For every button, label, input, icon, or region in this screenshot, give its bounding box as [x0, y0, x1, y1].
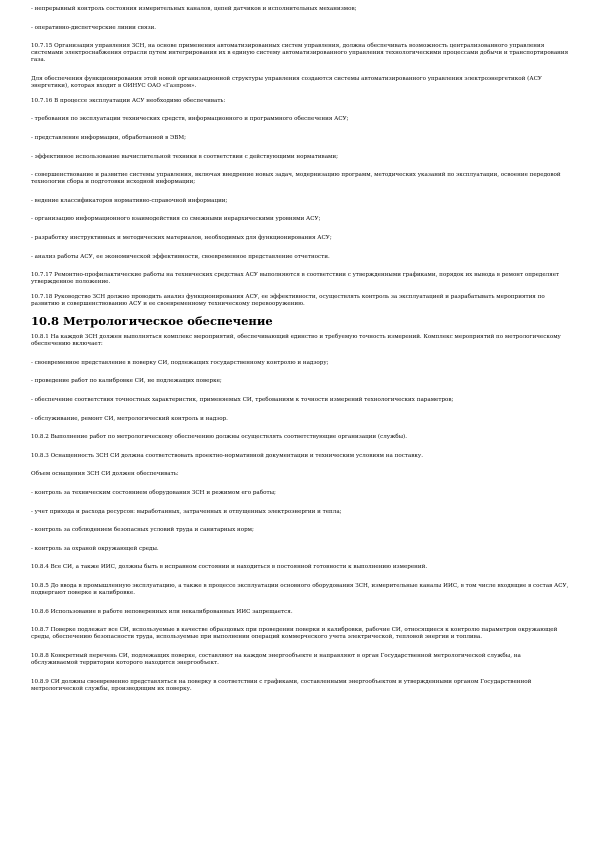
paragraph: - обеспечение соответствия точностных характеристик, применяемых СИ, требованиям к точности измерений технологических параметров; [31, 397, 454, 404]
paragraph: 10.8.5 До ввода в промышленную эксплуатацию, а также в процессе эксплуатации основного оборудования ЗСН, измерительные каналы ИИС, в том числе входящие в состав АСУ, подвергают поверке и калибровке. [31, 582, 569, 597]
paragraph: - учет прихода и расхода ресурсов: выработанных, затраченных и отпущенных электроэнергии и тепла; [31, 508, 342, 515]
paragraph: 10.8.6 Использование в работе неповеренных или некалиброванных ИИС запрещается. [31, 608, 293, 615]
paragraph: 10.7.15 Организация управления ЗСН, на основе применения автоматизированных систем управления, должна обеспечивать возможность централизованного управления системами электроснабжения отрасли путем интегрирования их в единую систему автоматизированного управления технологическими процессами добычи и транспортирования газа. [31, 43, 569, 64]
paragraph: - своевременное представление в поверку СИ, подлежащих государственному контролю и надзору; [31, 359, 329, 366]
paragraph: - разработку инструктивных и методических материалов, необходимых для функционирования АСУ; [31, 235, 332, 241]
paragraph: - контроль за соблюдением безопасных условий труда и санитарных норм; [31, 527, 254, 534]
paragraph: 10.7.18 Руководство ЗСН должно проводить анализ функционирования АСУ, ее эффективности, осуществлять контроль за эксплуатацией и разрабатывать мероприятия по развитию и совершенствованию АСУ и ее своевременному техническому перевооружению. [31, 293, 545, 308]
paragraph: - требования по эксплуатации технических средств, информационного и программного обеспечения АСУ; [31, 116, 349, 123]
paragraph: - обслуживание, ремонт СИ, метрологический контроль и надзор. [31, 415, 228, 422]
paragraph: - проведение работ по калибровке СИ, не подлежащих поверке; [31, 378, 222, 385]
paragraph: - непрерывный контроль состояния измерительных каналов, цепей датчиков и исполнительных механизмов; [31, 6, 357, 12]
paragraph: 10.7.17 Ремонтно-профилактические работы на технических средствах АСУ выполняются в соответствии с утвержденными графиками, порядок их вывода в ремонт определяет утвержденное положение. [31, 272, 560, 286]
paragraph: 10.8.1 На каждой ЗСН должен выполняться комплекс мероприятий, обеспечивающий единство и требуемую точность измерений. Комплекс мероприятий по метрологическому обеспечению включает: [31, 334, 561, 348]
paragraph: - организацию информационного взаимодействия со смежными иерархическими уровнями АСУ; [31, 216, 321, 223]
paragraph: 10.7.16 В процессе эксплуатации АСУ необходимо обеспечивать: [31, 97, 226, 104]
paragraph: 10.8.4 Все СИ, а также ИИС, должны быть в исправном состоянии и находиться в постоянной готовности к выполнению измерений. [31, 564, 428, 571]
paragraph: - совершенствование и развитие системы управления, включая внедрение новых задач, модернизацию программ, методических указаний по эксплуатации, освоение передовой технологии сбора и подготовки исходной информации; [31, 172, 561, 186]
paragraph: 10.8.7 Поверке подлежат все СИ, используемые в качестве образцовых при проведении поверки и калибровки, рабочие СИ, относящиеся к контролю параметров окружающей среды, обеспечению безопасности труда, используемые при выполнении операций коммерческого учета электрической, тепловой энергии и топлива. [31, 627, 558, 641]
paragraph: - эффективное использование вычислительной техники в соответствии с действующими нормативами; [31, 153, 338, 160]
paragraph: Для обеспечения функционирования этой новой организационной структуры управления создаются системы автоматизированного управления электроэнергетикой (АСУ энергетики), которая входит в ОИНУС ОАО «Газпром». [31, 75, 542, 90]
paragraph: - анализ работы АСУ, ее экономической эффективности, своевременное представление отчетности. [31, 253, 330, 260]
paragraph: - представление информации, обработанной в ЭВМ; [31, 134, 187, 141]
paragraph: - ведение классификаторов нормативно-справочной информации; [31, 197, 228, 204]
paragraph: - контроль за техническим состоянием оборудования ЗСН и режимом его работы; [31, 490, 276, 496]
paragraph: Объем оснащения ЗСН СИ должен обеспечивать: [31, 471, 179, 478]
paragraph: 10.8.8 Конкретный перечень СИ, подлежащих поверке, составляют на каждом энергообъекте и направляют в орган Государственной метрологической службы, на обслуживаемой территории которого находится энергообъект. [31, 652, 521, 667]
section-heading: 10.8 Метрологическое обеспечение [31, 314, 273, 329]
paragraph: - контроль за охраной окружающей среды. [31, 545, 159, 552]
paragraph: 10.8.2 Выполнение работ по метрологическому обеспечению должны осуществлять соответствующие организации (службы). [31, 434, 407, 441]
paragraph: - оперативно-диспетчерские линии связи. [31, 24, 157, 31]
paragraph: 10.8.3 Оснащенность ЗСН СИ должна соответствовать проектно-нормативной документации и техническим условиям на поставку. [31, 452, 423, 459]
paragraph: 10.8.9 СИ должны своевременно представляться на поверку в соответствии с графиками, составленными энергообъектом и утвержденными органом Государственной метрологической службы, производящим их поверку. [31, 678, 532, 692]
